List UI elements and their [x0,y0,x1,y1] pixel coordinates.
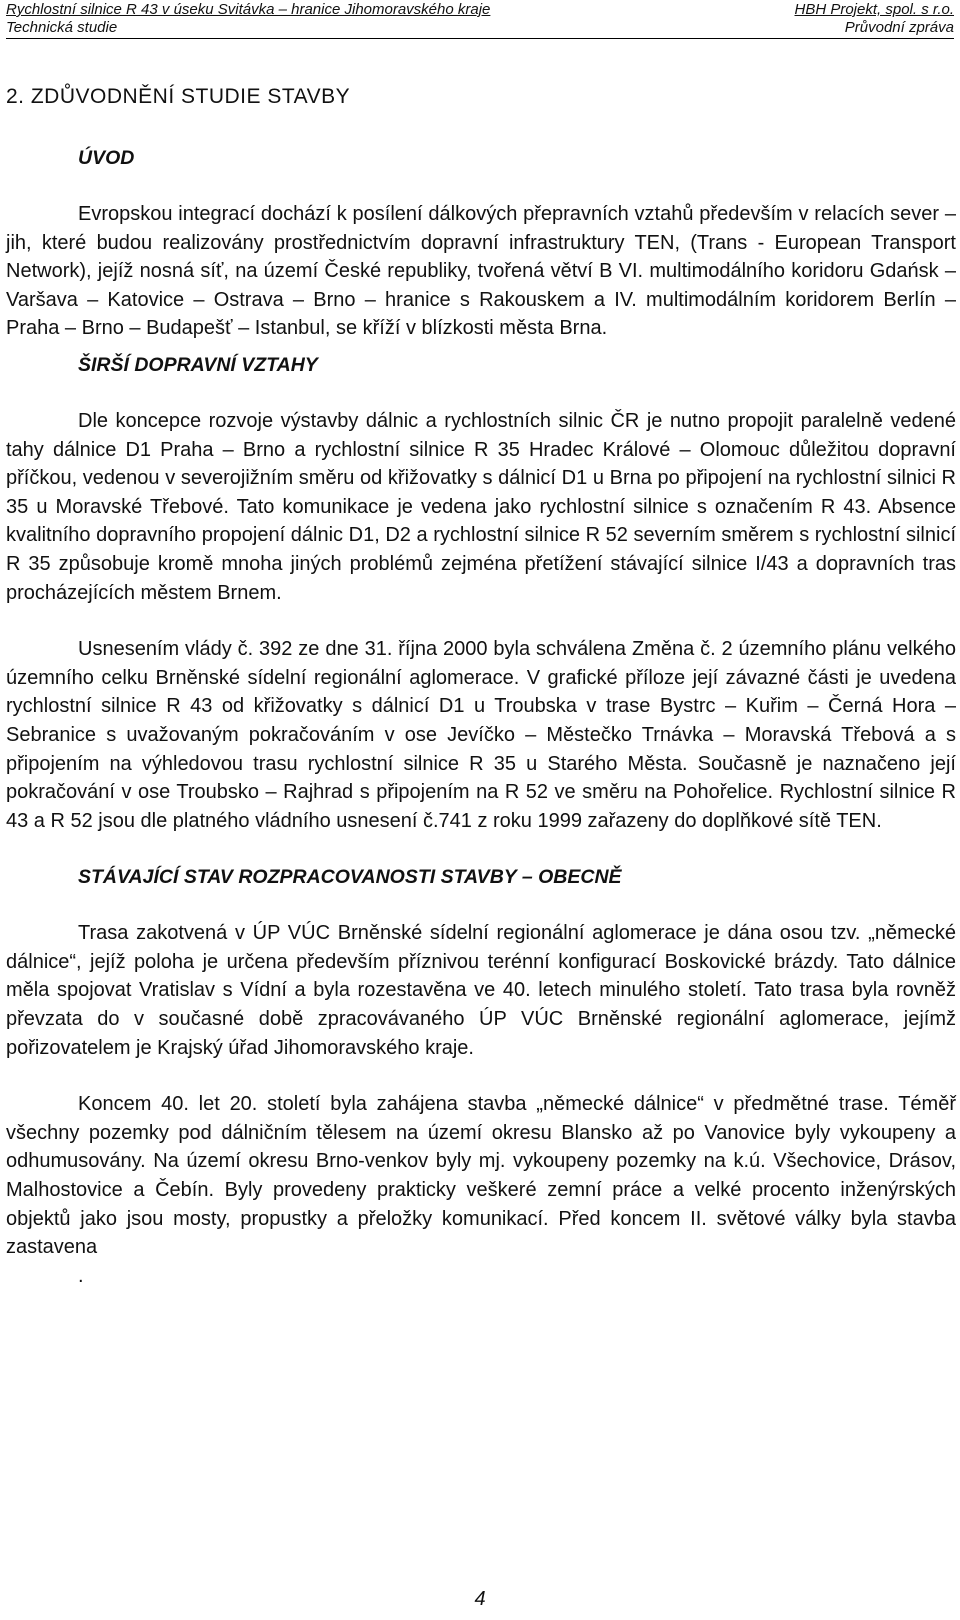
trailing-dot: . [78,1264,84,1287]
page-number: 4 [474,1588,486,1610]
header-row-top [6,1,954,19]
header-document-type: Technická studie [6,19,118,36]
paragraph-sirsi-1: Dle koncepce rozvoje výstavby dálnic a rychlostních silnic ČR je nutno propojit paralelně vedené tahy dálnice D1 Praha – Brno a rychlostní silnice R 35 Hradec Králové – Olomouc důležitou dopravní příčkou, vedenou v severojižním směru od křižovatky s dálnicí D1 u Brna po připojení na rychlostní silnici R 35 u Moravské Třebové. Tato komunikace je vedena jako rychlostní silnice s označením R 43. Absence kvalitního dopravního propojení dálnic D1, D2 a rychlostní silnice R 52 severním směrem s rychlostní silnicí R 35 způsobuje kromě mnoha jiných problémů zejména přetížení stávající silnice I/43 a dopravních tras procházejících městem Brnem. [6,409,956,604]
paragraph-stav-1: Trasa zakotvená v ÚP VÚC Brněnské sídelní regionální aglomerace je dána osou tzv. „německé dálnice“, jejíž poloha je určena především příznivou terénní konfigurací Boskovické brázdy. Tato dálnice měla spojovat Vratislav s Vídní a byla rozestavěna ve 40. letech minulého století. Tato trasa byla rovněž převzata do v současné době zpracovávaného ÚP VÚC Brněnské regionální aglomerace, jejímž pořizovatelem je Krajský úřad Jihomoravského kraje. [6,922,956,1059]
paragraph-uvod: Evropskou integrací dochází k posílení dálkových přepravních vztahů především v relacích sever – jih, které budou realizovány prostřednictvím dopravní infrastruktury TEN, (Trans - European Transport Network), jejíž nosná síť, na území České republiky, tvořená větví B VI. multimodálního koridoru Gdańsk – Varšava – Katovice – Ostrava – Brno – hranice s Rakouskem a IV. multimodálním koridorem Berlín – Praha – Brno – Budapešť – Istanbul, se kříží v blízkosti města Brna. [6,203,956,340]
header-project-title: Rychlostní silnice R 43 v úseku Svitávka – hranice Jihomoravského kraje [6,1,491,18]
document-body [6,82,956,1290]
heading-sirsi-dopravni-vztahy: ŠIRŠÍ DOPRAVNÍ VZTAHY [78,353,318,376]
paragraph-stav-2: Koncem 40. let 20. století byla zahájena stavba „německé dálnice“ v předmětné trase. Téměř všechny pozemky pod dálničním tělesem na území okresu Blansko až po Vanovice byly vykoupeny a odhumusovány. Na území okresu Brno-venkov byly mj. vykoupeny pozemky na k.ú. Všechovice, Drásov, Malhostovice a Čebín. Byly provedeny prakticky veškeré zemní práce a velké procento inženýrských objektů jako jsou mosty, propustky a přeložky komunikací. Před koncem II. světové války byla stavba zastavena [6,1093,956,1259]
heading-uvod: ÚVOD [78,147,135,169]
header-section-name: Průvodní zpráva [844,19,954,36]
section-title: 2. ZDŮVODNĚNÍ STUDIE STAVBY [6,85,351,108]
paragraph-sirsi-2: Usnesením vlády č. 392 ze dne 31. října 2000 byla schválena Změna č. 2 územního plánu velkého územního celku Brněnské sídelní regionální aglomerace. V grafické příloze její závazné části je uvedena rychlostní silnice R 43 od křižovatky s dálnicí D1 u Troubska v trase Bystrc – Kuřim – Černá Hora – Sebranice s uvažovaným pokračováním v ose Jevíčko – Městečko Trnávka – Moravská Třebová a s připojením na výhledovou trasu rychlostní silnice R 35 u Starého Města. Současně je naznačeno její pokračování v ose Troubsko – Rajhrad s připojením na R 52 ve směru na Pohořelice. Rychlostní silnice R 43 a R 52 jsou dle platného vládního usnesení č.741 z roku 1999 zařazeny do doplňkové sítě TEN. [6,638,956,832]
page-header [6,1,954,39]
header-company: HBH Projekt, spol. s r.o. [794,1,954,18]
heading-stavajici-stav: STÁVAJÍCÍ STAV ROZPRACOVANOSTI STAVBY – OBECNĚ [78,866,622,889]
header-row-bottom [6,19,954,37]
